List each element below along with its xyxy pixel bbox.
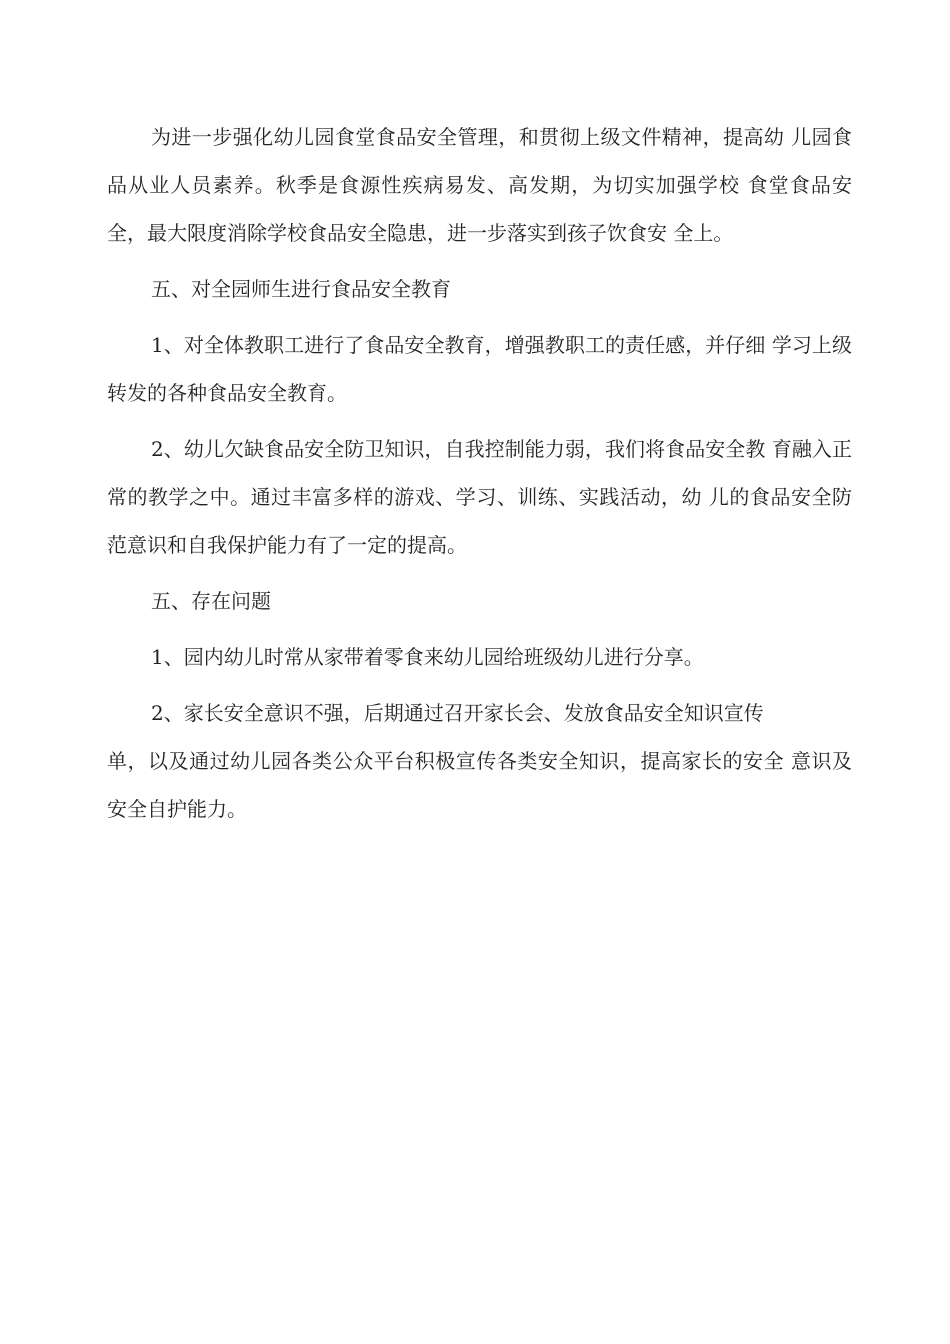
paragraph-staff-education: 1、对全体教职工进行了食品安全教育，增强教职工的责任感，并仔细 学习上级转发的各种食品安全教育。 [107,333,852,405]
paragraph-problem-parents: 2、家长安全意识不强，后期通过召开家长会、发放食品安全知识宣传 [151,701,764,725]
paragraph-problem-snacks: 1、园内幼儿时常从家带着零食来幼儿园给班级幼儿进行分享。 [151,645,704,669]
section-heading-problems: 五、存在问题 [151,589,271,613]
paragraph-intro: 为进一步强化幼儿园食堂食品安全管理，和贯彻上级文件精神，提高幼 儿园食品从业人员素养。秋季是食源性疾病易发、高发期，为切实加强学校 食堂食品安全，最大限度消除学校食品安全隐患，进一步落实到孩子饮食安 全上。 [107,125,852,245]
section-heading-education: 五、对全园师生进行食品安全教育 [151,277,451,301]
paragraph-child-education: 2、幼儿欠缺食品安全防卫知识，自我控制能力弱，我们将食品安全教 育融入正常的教学之中。通过丰富多样的游戏、学习、训练、实践活动，幼 儿的食品安全防范意识和自我保护能力有了一定的提高。 [107,437,852,557]
document-body [107,113,852,841]
paragraph-problem-parents-continued: 单，以及通过幼儿园各类公众平台积极宣传各类安全知识，提高家长的安全 意识及安全自护能力。 [107,749,852,821]
